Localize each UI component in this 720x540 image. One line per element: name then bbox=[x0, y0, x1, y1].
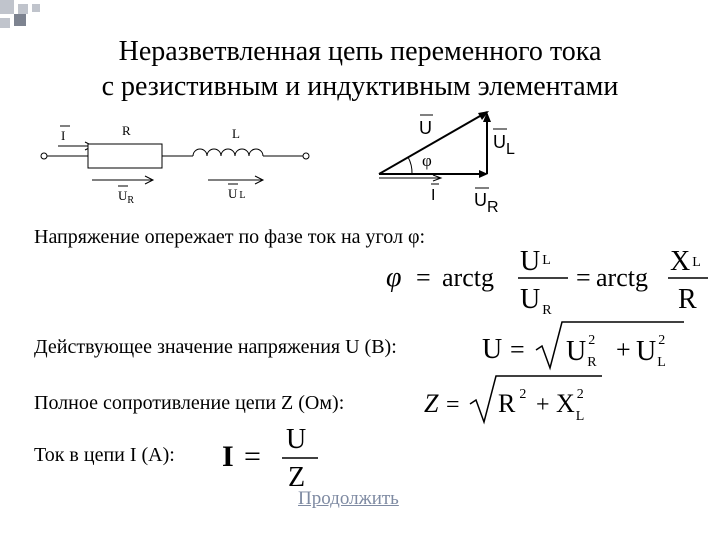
impedance-text: Полное сопротивление цепи Z (Ом): bbox=[34, 392, 345, 414]
eq-sign-5: = bbox=[244, 440, 261, 473]
z-lhs: Z bbox=[424, 389, 439, 418]
fraction-den-z: Z bbox=[288, 462, 306, 492]
current-text: Ток в цепи I (А): bbox=[34, 444, 175, 466]
u-label: U bbox=[419, 118, 432, 138]
xl-squared: X $^2$ L bbox=[556, 387, 585, 424]
phi-label: φ bbox=[422, 151, 432, 170]
left-terminal bbox=[41, 153, 47, 159]
plus-1: + bbox=[616, 335, 631, 364]
circuit-diagram bbox=[30, 118, 330, 210]
corner-decoration-4 bbox=[14, 14, 26, 26]
voltage-text: Действующее значение напряжения U (В): bbox=[34, 336, 397, 358]
phi-symbol: φ bbox=[386, 262, 402, 293]
frac2-num: X L bbox=[670, 246, 701, 277]
title-line-1: Неразветвленная цепь переменного тока bbox=[118, 36, 602, 67]
current-formula bbox=[216, 424, 326, 492]
inductor-label: L bbox=[232, 126, 240, 141]
eq-sign-2: = bbox=[576, 263, 591, 292]
title-line-2: с резистивным и индуктивным элементами bbox=[101, 71, 619, 102]
ul-label: UL bbox=[493, 132, 515, 158]
phase-lead-text: Напряжение опережает по фазе ток на угол φ: bbox=[34, 226, 426, 248]
eq-sign-1: = bbox=[416, 263, 431, 292]
slide-title bbox=[40, 34, 680, 104]
resistor-label: R bbox=[122, 123, 131, 138]
voltage-formula bbox=[478, 318, 688, 374]
u-lhs: U bbox=[482, 334, 503, 365]
continue-link[interactable]: Продолжить bbox=[298, 488, 399, 509]
ul-squared: U $^2$ L bbox=[636, 333, 666, 370]
right-terminal bbox=[303, 153, 309, 159]
arctg-1: arctg bbox=[442, 263, 494, 292]
inductor bbox=[193, 149, 263, 156]
ur-label: $U_R$ bbox=[118, 188, 135, 206]
phi-arc bbox=[408, 157, 412, 174]
corner-decoration-1 bbox=[0, 0, 14, 14]
u-vector bbox=[379, 112, 487, 174]
i-label: I bbox=[431, 187, 436, 204]
frac1-num: U $^L$ bbox=[520, 246, 551, 277]
i-lhs: I bbox=[222, 440, 234, 473]
plus-2: + bbox=[536, 392, 550, 418]
corner-decoration-2 bbox=[18, 4, 28, 14]
phi-formula bbox=[380, 240, 710, 320]
ur-squared: U $^2$ R bbox=[566, 333, 597, 370]
frac2-den: R bbox=[678, 284, 697, 315]
vector-triangle bbox=[370, 108, 540, 214]
eq-sign-3: = bbox=[510, 335, 525, 364]
eq-sign-4: = bbox=[446, 392, 460, 418]
frac1-den: U $_R$ bbox=[520, 284, 552, 318]
corner-decoration-3 bbox=[0, 18, 10, 28]
r-squared: R $^2$ bbox=[498, 387, 527, 418]
resistor bbox=[88, 144, 162, 168]
ul-label: U L bbox=[228, 186, 246, 201]
ur-label: UR bbox=[474, 190, 499, 214]
arctg-2: arctg bbox=[596, 263, 648, 292]
fraction-num-u: U bbox=[286, 424, 307, 455]
corner-decoration-5 bbox=[32, 4, 40, 12]
current-label: I bbox=[61, 128, 66, 143]
impedance-formula bbox=[420, 372, 610, 428]
